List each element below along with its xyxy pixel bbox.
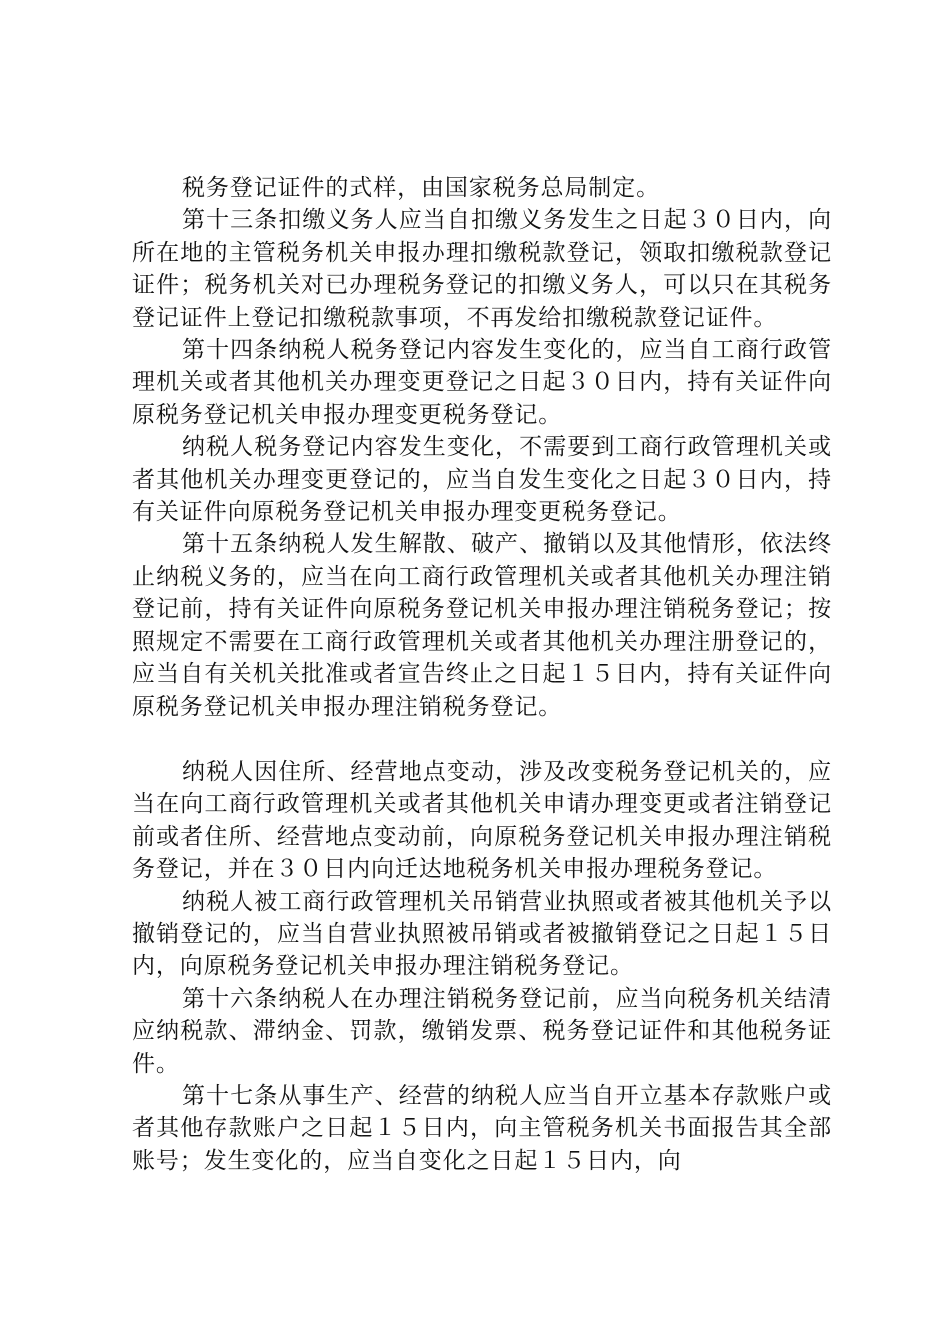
paragraph-article-15: 第十五条纳税人发生解散、破产、撤销以及其他情形，依法终止纳税义务的，应当在向工商行政管理机关或者其他机关办理注销登记前，持有关证件向原税务登记机关申报办理注销税务登记；按照规定不需要在工商行政管理机关或者其他机关办理注册登记的，应当自有关机关批准或者宣告终止之日起１５日内，持有关证件向原税务登记机关申报办理注销税务登记。 bbox=[132, 531, 832, 720]
paragraph-article-17: 第十七条从事生产、经营的纳税人应当自开立基本存款账户或者其他存款账户之日起１５日内，向主管税务机关书面报告其全部账号；发生变化的，应当自变化之日起１５日内，向 bbox=[132, 1082, 832, 1174]
paragraph-change-registration: 纳税人税务登记内容发生变化，不需要到工商行政管理机关或者其他机关办理变更登记的，应当自发生变化之日起３０日内，持有关证件向原税务登记机关申报办理变更税务登记。 bbox=[132, 434, 832, 526]
paragraph-spacer bbox=[132, 723, 832, 756]
paragraph-article-13: 第十三条扣缴义务人应当自扣缴义务发生之日起３０日内，向所在地的主管税务机关申报办理扣缴税款登记，领取扣缴税款登记证件；税务机关对已办理税务登记的扣缴义务人，可以只在其税务登记证件上登记扣缴税款事项，不再发给扣缴税款登记证件。 bbox=[132, 207, 832, 331]
paragraph-article-14: 第十四条纳税人税务登记内容发生变化的，应当自工商行政管理机关或者其他机关办理变更登记之日起３０日内，持有关证件向原税务登记机关申报办理变更税务登记。 bbox=[132, 337, 832, 428]
paragraph-article-16: 第十六条纳税人在办理注销税务登记前，应当向税务机关结清应纳税款、滞纳金、罚款，缴销发票、税务登记证件和其他税务证件。 bbox=[132, 985, 832, 1077]
paragraph-relocation: 纳税人因住所、经营地点变动，涉及改变税务登记机关的，应当在向工商行政管理机关或者其他机关申请办理变更或者注销登记前或者住所、经营地点变动前，向原税务登记机关申报办理注销税务登记，并在３０日内向迁达地税务机关申报办理税务登记。 bbox=[132, 758, 832, 883]
paragraph-license-revoked: 纳税人被工商行政管理机关吊销营业执照或者被其他机关予以撤销登记的，应当自营业执照被吊销或者被撤销登记之日起１５日内，向原税务登记机关申报办理注销税务登记。 bbox=[132, 888, 832, 980]
paragraph-form-style: 税务登记证件的式样，由国家税务总局制定。 bbox=[182, 175, 660, 201]
document-body bbox=[132, 172, 832, 1177]
